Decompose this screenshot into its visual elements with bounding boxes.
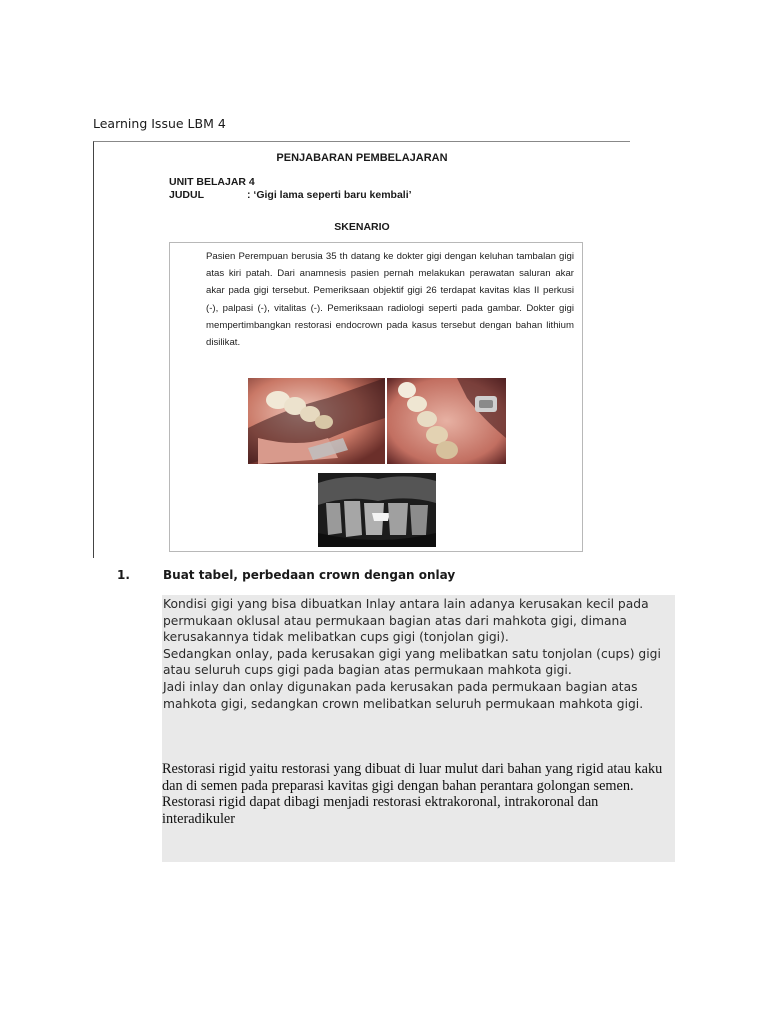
unit-label: UNIT BELAJAR 4 [169,176,255,188]
intraoral-photo-front [248,378,385,464]
scenario-box [169,242,583,552]
skenario-heading: SKENARIO [334,221,390,233]
judul-row [169,189,412,202]
intraoral-photo-occlusal [387,378,506,464]
unit-info [169,176,412,202]
scan-heading: PENJABARAN PEMBELAJARAN [276,152,448,164]
scenario-scan-image [93,141,630,558]
dental-xray-image [318,473,436,547]
answer-sans-block [163,596,663,712]
judul-label: JUDUL [169,189,205,201]
answer-paragraph-inlay: Kondisi gigi yang bisa dibuatkan Inlay antara lain adanya kerusakan kecil pada permukaan oklusal atau permukaan bagian atas dari mahkota gigi, dimana kerusakannya tidak melibatkan cups gigi (tonjolan gigi). [163,597,649,645]
scenario-text: Pasien Perempuan berusia 35 th datang ke dokter gigi dengan keluhan tambalan gigi atas kiri patah. Dari anamnesis pasien pernah melakukan perawatan saluran akar akar pada gigi tersebut. Pemeriksaan objektif gigi 26 terdapat kavitas klas II perkusi (-), palpasi (-), vitalitas (-). Pemeriksaan radiologi seperti pada gambar. Dokter gigi mempertimbangkan restorasi endocrown pada kasus tersebut dengan bahan lithium disilikat. [206,251,574,349]
answer-paragraph-rigid: Restorasi rigid yaitu restorasi yang dibuat di luar mulut dari bahan yang rigid atau kaku dan di semen pada preparasi kavitas gigi dengan bahan perantara golongan semen. Restorasi rigid dapat dibagi menjadi restorasi ektrakoronal, intrakoronal dan interadikuler [162,761,663,827]
judul-value: : ‘Gigi lama seperti baru kembali’ [247,189,412,201]
answer-paragraph-summary: Jadi inlay dan onlay digunakan pada kerusakan pada permukaan bagian atas mahkota gigi, sedangkan crown melibatkan seluruh permukaan mahkota gigi. [163,679,644,711]
document-title: Learning Issue LBM 4 [93,116,226,131]
answer-box [162,595,675,862]
question-number: 1. [117,568,130,582]
question-text: Buat tabel, perbedaan crown dengan onlay [163,568,456,582]
answer-paragraph-onlay: Sedangkan onlay, pada kerusakan gigi yang melibatkan satu tonjolan (cups) gigi atau seluruh cups gigi pada bagian atas permukaan mahkota gigi. [163,646,661,678]
